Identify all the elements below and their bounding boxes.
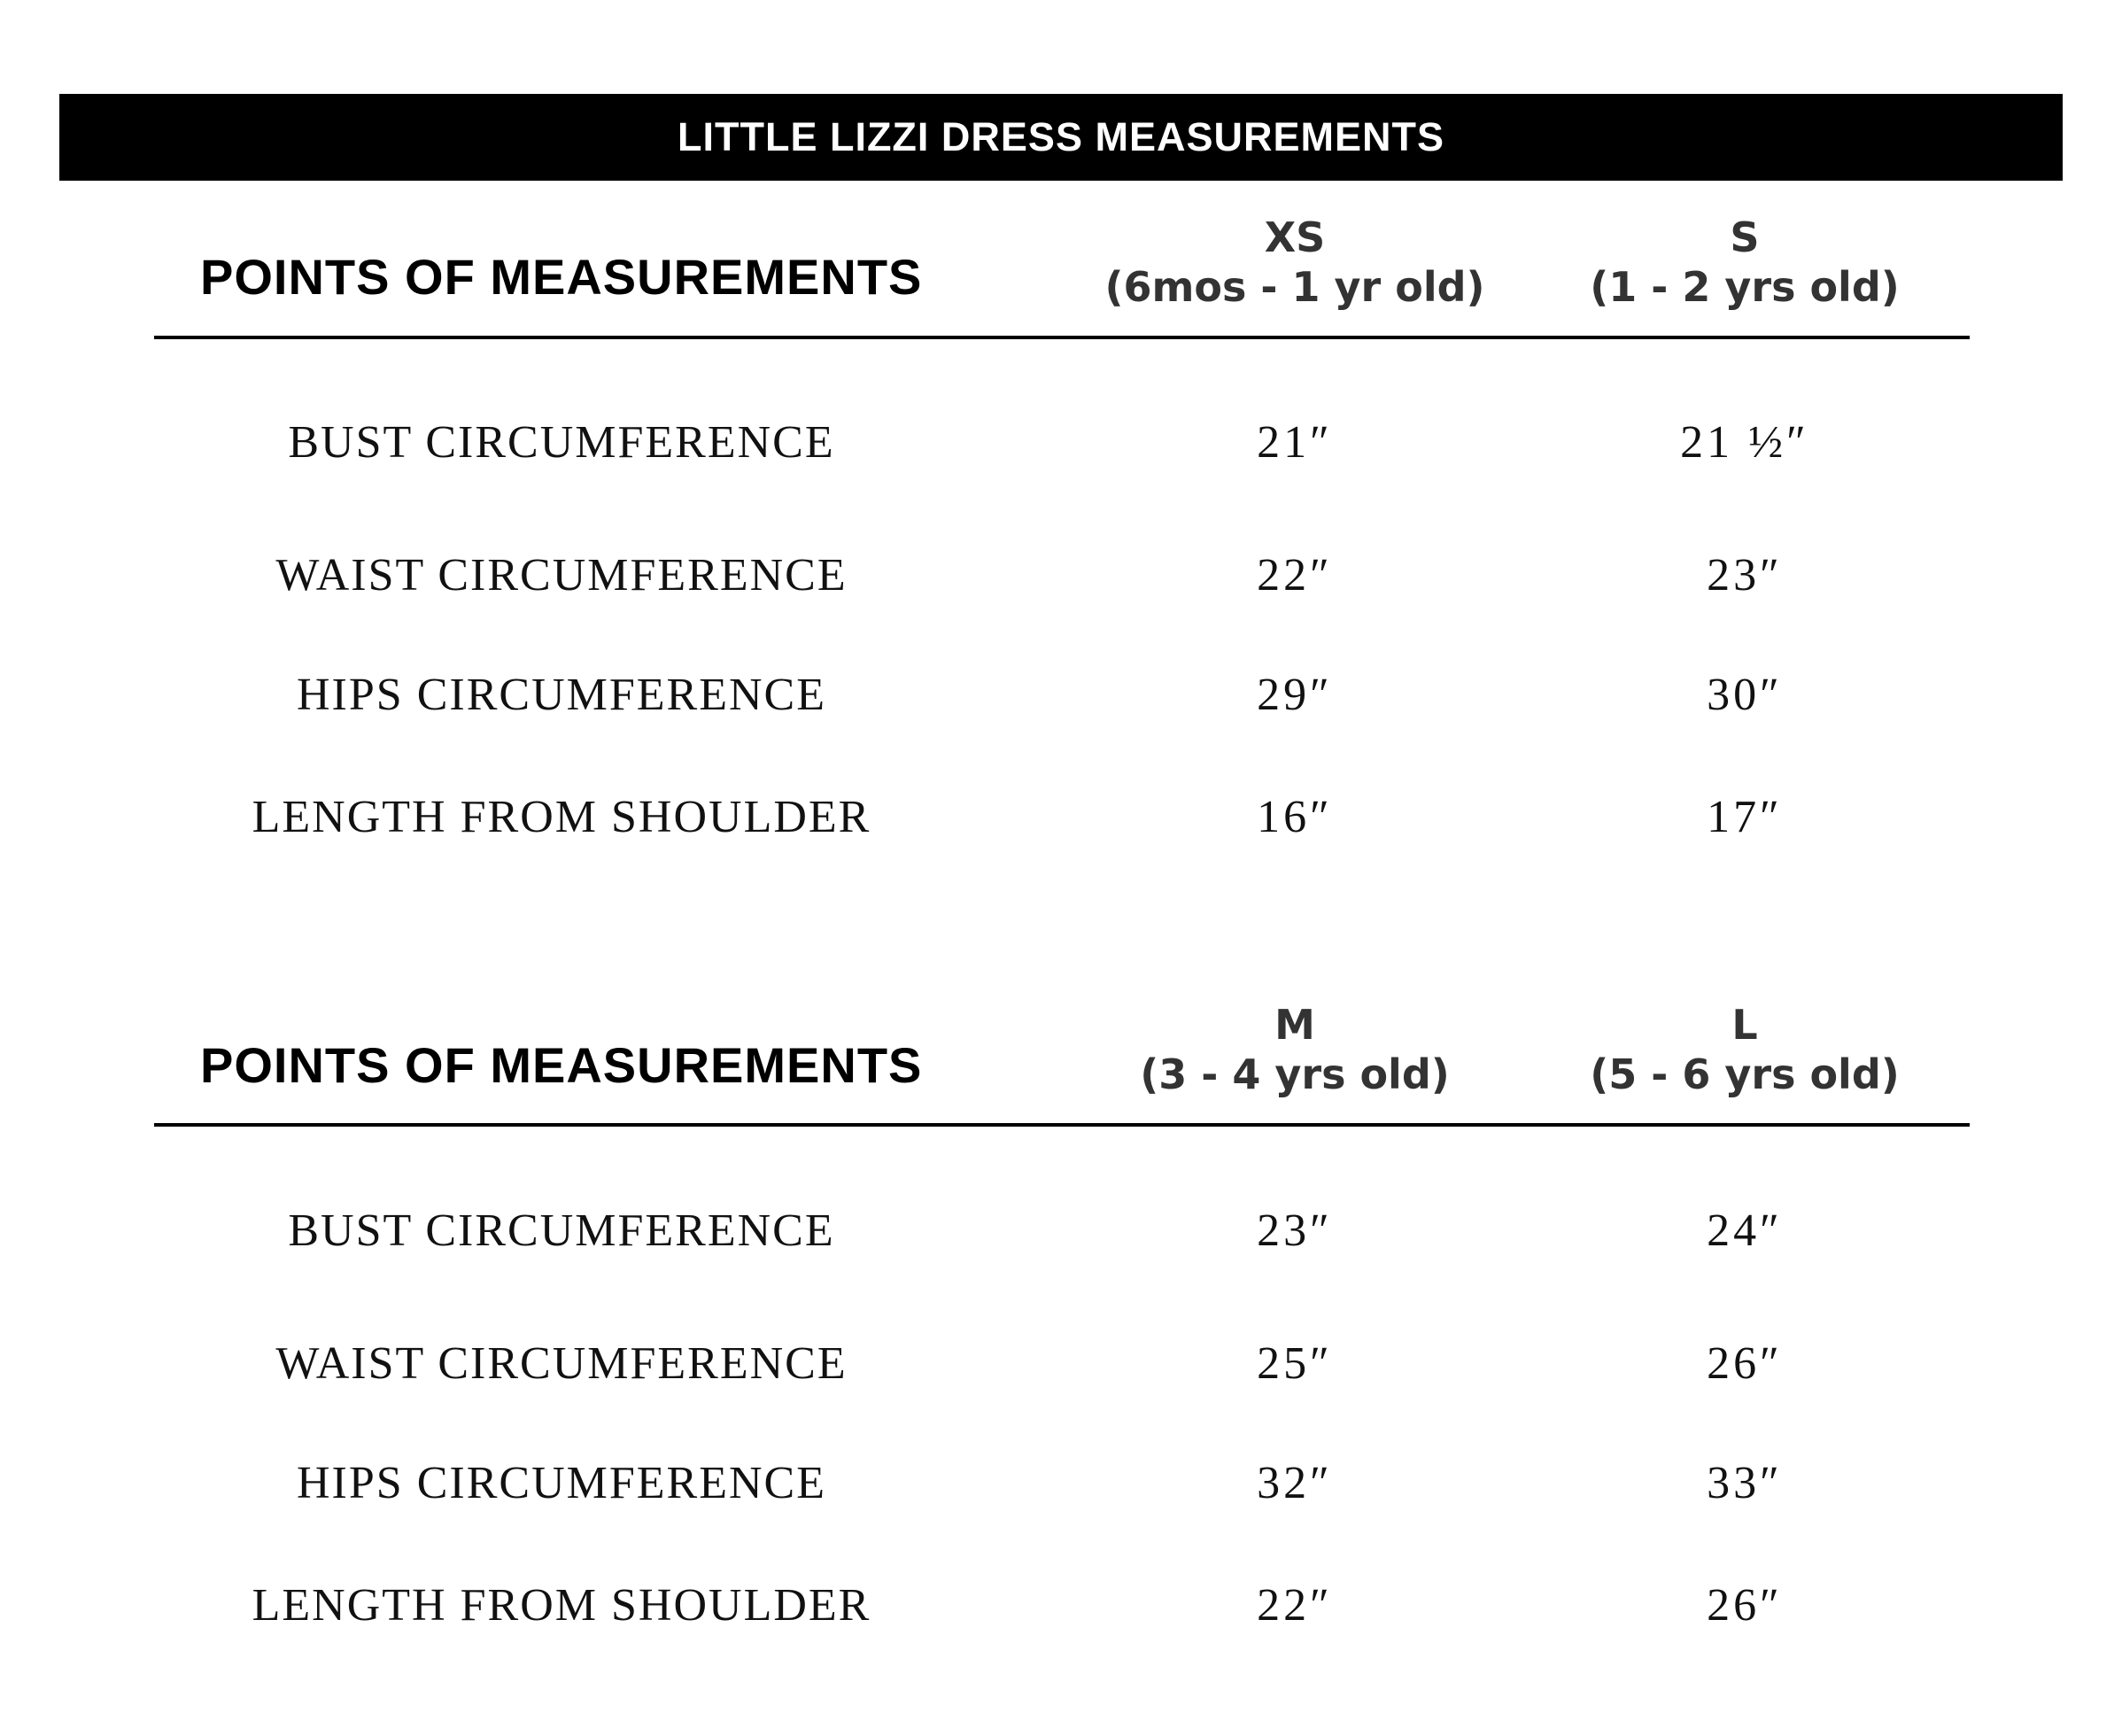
row-value: 30″ [1707,670,1783,720]
header-divider [154,336,1970,339]
size-code: M [1274,1001,1315,1049]
size-age: (6mos - 1 yr old) [1104,263,1485,311]
row-label: HIPS CIRCUMFERENCE [297,1458,826,1508]
row-label: BUST CIRCUMFERENCE [288,1205,835,1256]
size-header-l [1514,1001,1975,1098]
table-row [0,669,2122,731]
size-code: L [1731,1001,1758,1049]
header-label: POINTS OF MEASUREMENTS [200,249,923,305]
page-title: LITTLE LIZZI DRESS MEASUREMENTS [677,114,1444,159]
row-value: 23″ [1257,1205,1333,1256]
table-row [0,1205,2122,1267]
row-value: 29″ [1257,670,1333,720]
table-row [0,416,2122,478]
row-value: 23″ [1707,550,1783,601]
row-label: WAIST CIRCUMFERENCE [275,550,848,601]
row-value: 21 ½″ [1680,417,1809,468]
row-label: WAIST CIRCUMFERENCE [275,1338,848,1389]
size-code: XS [1264,213,1326,261]
row-value: 17″ [1707,792,1783,842]
header-divider [154,1123,1970,1127]
header-label: POINTS OF MEASUREMENTS [200,1037,923,1093]
row-label: LENGTH FROM SHOULDER [252,1580,871,1631]
row-value: 22″ [1257,1580,1333,1631]
size-age: (1 - 2 yrs old) [1590,263,1900,311]
row-label: LENGTH FROM SHOULDER [252,792,871,842]
table-row [0,1457,2122,1519]
title-banner [59,94,2063,181]
table-row [0,1579,2122,1641]
table-row [0,791,2122,853]
size-header-xs [1065,213,1525,311]
row-value: 24″ [1707,1205,1783,1256]
row-value: 25″ [1257,1338,1333,1389]
row-value: 32″ [1257,1458,1333,1508]
size-header-s [1514,213,1975,311]
row-value: 33″ [1707,1458,1783,1508]
table-row [0,1337,2122,1399]
row-label: BUST CIRCUMFERENCE [288,417,835,468]
size-header-m [1065,1001,1525,1098]
row-value: 21″ [1257,417,1333,468]
size-age: (3 - 4 yrs old) [1140,1050,1450,1098]
size-code: S [1730,213,1760,261]
table-row [0,549,2122,611]
size-age: (5 - 6 yrs old) [1590,1050,1900,1098]
row-value: 22″ [1257,550,1333,601]
row-value: 26″ [1707,1338,1783,1389]
row-label: HIPS CIRCUMFERENCE [297,670,826,720]
row-value: 26″ [1707,1580,1783,1631]
row-value: 16″ [1257,792,1333,842]
